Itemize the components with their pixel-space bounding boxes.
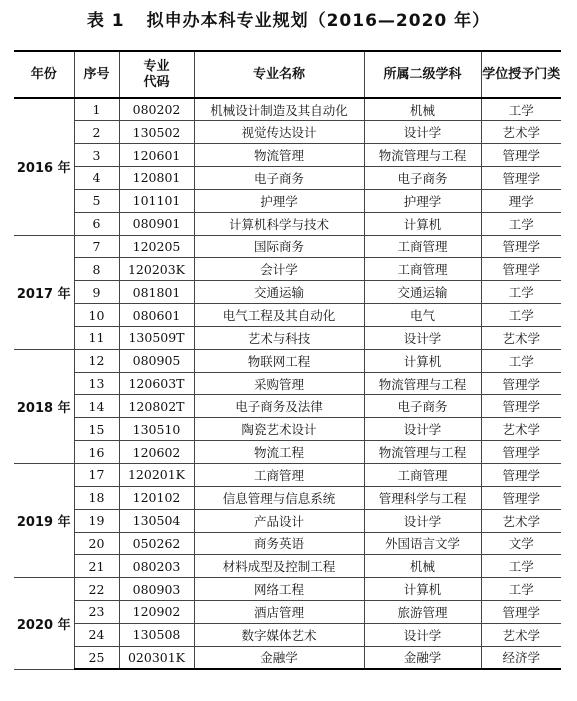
cell-degree: 艺术学 bbox=[481, 418, 561, 441]
cell-seq: 2 bbox=[74, 121, 119, 144]
table-row bbox=[14, 464, 561, 487]
table-row bbox=[14, 258, 561, 281]
cell-seq: 3 bbox=[74, 144, 119, 167]
cell-seq: 21 bbox=[74, 555, 119, 578]
cell-code: 020301K bbox=[119, 646, 194, 669]
cell-name: 陶瓷艺术设计 bbox=[194, 418, 364, 441]
table-row bbox=[14, 601, 561, 624]
cell-name: 工商管理 bbox=[194, 464, 364, 487]
cell-code: 080901 bbox=[119, 212, 194, 235]
cell-name: 商务英语 bbox=[194, 532, 364, 555]
cell-name: 采购管理 bbox=[194, 372, 364, 395]
cell-name: 电子商务及法律 bbox=[194, 395, 364, 418]
cell-code: 130502 bbox=[119, 121, 194, 144]
cell-name: 物流管理 bbox=[194, 144, 364, 167]
header-code-line1: 专业 bbox=[143, 58, 170, 74]
table-row bbox=[14, 486, 561, 509]
cell-name: 会计学 bbox=[194, 258, 364, 281]
table-row bbox=[14, 441, 561, 464]
cell-seq: 20 bbox=[74, 532, 119, 555]
table-row bbox=[14, 578, 561, 601]
header-degree: 学位授予门类 bbox=[481, 51, 561, 98]
header-year: 年份 bbox=[14, 51, 74, 98]
cell-name: 金融学 bbox=[194, 646, 364, 669]
table-row bbox=[14, 623, 561, 646]
cell-discipline: 工商管理 bbox=[364, 235, 481, 258]
cell-degree: 管理学 bbox=[481, 464, 561, 487]
header-row bbox=[14, 51, 561, 98]
cell-seq: 15 bbox=[74, 418, 119, 441]
cell-degree: 工学 bbox=[481, 304, 561, 327]
cell-code: 120203K bbox=[119, 258, 194, 281]
cell-degree: 管理学 bbox=[481, 441, 561, 464]
cell-degree: 管理学 bbox=[481, 144, 561, 167]
cell-code: 080903 bbox=[119, 578, 194, 601]
cell-code: 130504 bbox=[119, 509, 194, 532]
cell-degree: 管理学 bbox=[481, 235, 561, 258]
cell-year: 2018 年 bbox=[14, 349, 74, 463]
cell-discipline: 物流管理与工程 bbox=[364, 441, 481, 464]
cell-code: 130509T bbox=[119, 326, 194, 349]
cell-seq: 19 bbox=[74, 509, 119, 532]
table-row bbox=[14, 144, 561, 167]
cell-code: 120601 bbox=[119, 144, 194, 167]
cell-discipline: 机械 bbox=[364, 555, 481, 578]
cell-name: 酒店管理 bbox=[194, 601, 364, 624]
cell-seq: 14 bbox=[74, 395, 119, 418]
cell-code: 120102 bbox=[119, 486, 194, 509]
table-row bbox=[14, 212, 561, 235]
cell-discipline: 电气 bbox=[364, 304, 481, 327]
cell-discipline: 工商管理 bbox=[364, 464, 481, 487]
cell-degree: 理学 bbox=[481, 189, 561, 212]
cell-discipline: 设计学 bbox=[364, 326, 481, 349]
cell-name: 电子商务 bbox=[194, 167, 364, 190]
table-row bbox=[14, 167, 561, 190]
cell-discipline: 计算机 bbox=[364, 578, 481, 601]
cell-seq: 16 bbox=[74, 441, 119, 464]
cell-degree: 工学 bbox=[481, 578, 561, 601]
cell-seq: 25 bbox=[74, 646, 119, 669]
cell-degree: 经济学 bbox=[481, 646, 561, 669]
cell-name: 网络工程 bbox=[194, 578, 364, 601]
cell-seq: 1 bbox=[74, 98, 119, 121]
cell-discipline: 旅游管理 bbox=[364, 601, 481, 624]
cell-seq: 10 bbox=[74, 304, 119, 327]
cell-discipline: 护理学 bbox=[364, 189, 481, 212]
major-plan-table bbox=[14, 50, 561, 670]
cell-seq: 17 bbox=[74, 464, 119, 487]
table-row bbox=[14, 372, 561, 395]
cell-degree: 管理学 bbox=[481, 372, 561, 395]
cell-code: 130510 bbox=[119, 418, 194, 441]
cell-name: 物联网工程 bbox=[194, 349, 364, 372]
cell-year: 2017 年 bbox=[14, 235, 74, 349]
cell-code: 120603T bbox=[119, 372, 194, 395]
cell-seq: 7 bbox=[74, 235, 119, 258]
cell-degree: 工学 bbox=[481, 212, 561, 235]
table-row bbox=[14, 646, 561, 669]
table-row bbox=[14, 395, 561, 418]
header-code bbox=[119, 51, 194, 98]
cell-code: 080202 bbox=[119, 98, 194, 121]
cell-seq: 6 bbox=[74, 212, 119, 235]
cell-discipline: 管理科学与工程 bbox=[364, 486, 481, 509]
cell-name: 产品设计 bbox=[194, 509, 364, 532]
cell-degree: 艺术学 bbox=[481, 121, 561, 144]
cell-seq: 24 bbox=[74, 623, 119, 646]
cell-degree: 工学 bbox=[481, 555, 561, 578]
cell-name: 机械设计制造及其自动化 bbox=[194, 98, 364, 121]
cell-discipline: 外国语言文学 bbox=[364, 532, 481, 555]
table-row bbox=[14, 235, 561, 258]
cell-discipline: 电子商务 bbox=[364, 395, 481, 418]
table-row bbox=[14, 98, 561, 121]
table-row bbox=[14, 418, 561, 441]
cell-code: 130508 bbox=[119, 623, 194, 646]
cell-code: 081801 bbox=[119, 281, 194, 304]
cell-code: 120205 bbox=[119, 235, 194, 258]
cell-degree: 工学 bbox=[481, 349, 561, 372]
table-row bbox=[14, 189, 561, 212]
cell-name: 电气工程及其自动化 bbox=[194, 304, 364, 327]
cell-code: 101101 bbox=[119, 189, 194, 212]
cell-discipline: 交通运输 bbox=[364, 281, 481, 304]
table-row bbox=[14, 281, 561, 304]
table-row bbox=[14, 304, 561, 327]
cell-code: 080203 bbox=[119, 555, 194, 578]
cell-discipline: 电子商务 bbox=[364, 167, 481, 190]
header-seq: 序号 bbox=[74, 51, 119, 98]
cell-discipline: 计算机 bbox=[364, 349, 481, 372]
header-discipline: 所属二级学科 bbox=[364, 51, 481, 98]
table-row bbox=[14, 121, 561, 144]
cell-degree: 管理学 bbox=[481, 395, 561, 418]
cell-discipline: 物流管理与工程 bbox=[364, 144, 481, 167]
cell-code: 120902 bbox=[119, 601, 194, 624]
cell-name: 材料成型及控制工程 bbox=[194, 555, 364, 578]
table-row bbox=[14, 509, 561, 532]
cell-code: 120802T bbox=[119, 395, 194, 418]
cell-degree: 管理学 bbox=[481, 258, 561, 281]
cell-discipline: 计算机 bbox=[364, 212, 481, 235]
cell-code: 120201K bbox=[119, 464, 194, 487]
table-row bbox=[14, 532, 561, 555]
cell-degree: 工学 bbox=[481, 281, 561, 304]
table-caption: 拟申办本科专业规划（2016—2020 年） bbox=[146, 11, 491, 31]
cell-discipline: 金融学 bbox=[364, 646, 481, 669]
cell-code: 080601 bbox=[119, 304, 194, 327]
cell-year: 2016 年 bbox=[14, 98, 74, 235]
cell-discipline: 物流管理与工程 bbox=[364, 372, 481, 395]
cell-seq: 13 bbox=[74, 372, 119, 395]
table-row bbox=[14, 326, 561, 349]
cell-seq: 23 bbox=[74, 601, 119, 624]
cell-code: 080905 bbox=[119, 349, 194, 372]
cell-degree: 管理学 bbox=[481, 601, 561, 624]
cell-seq: 12 bbox=[74, 349, 119, 372]
cell-degree: 文学 bbox=[481, 532, 561, 555]
cell-name: 物流工程 bbox=[194, 441, 364, 464]
header-name: 专业名称 bbox=[194, 51, 364, 98]
cell-discipline: 设计学 bbox=[364, 509, 481, 532]
cell-degree: 艺术学 bbox=[481, 509, 561, 532]
table-row bbox=[14, 555, 561, 578]
cell-code: 050262 bbox=[119, 532, 194, 555]
table-row bbox=[14, 349, 561, 372]
cell-seq: 9 bbox=[74, 281, 119, 304]
cell-name: 数字媒体艺术 bbox=[194, 623, 364, 646]
cell-degree: 管理学 bbox=[481, 486, 561, 509]
cell-seq: 11 bbox=[74, 326, 119, 349]
cell-discipline: 设计学 bbox=[364, 418, 481, 441]
cell-degree: 管理学 bbox=[481, 167, 561, 190]
cell-name: 视觉传达设计 bbox=[194, 121, 364, 144]
cell-name: 护理学 bbox=[194, 189, 364, 212]
cell-name: 交通运输 bbox=[194, 281, 364, 304]
cell-discipline: 工商管理 bbox=[364, 258, 481, 281]
cell-seq: 22 bbox=[74, 578, 119, 601]
cell-name: 国际商务 bbox=[194, 235, 364, 258]
table-number: 表 1 bbox=[86, 11, 125, 31]
cell-year: 2020 年 bbox=[14, 578, 74, 669]
cell-year: 2019 年 bbox=[14, 464, 74, 578]
table-title bbox=[0, 6, 577, 31]
cell-seq: 5 bbox=[74, 189, 119, 212]
table-body bbox=[14, 98, 561, 669]
cell-name: 计算机科学与技术 bbox=[194, 212, 364, 235]
cell-degree: 工学 bbox=[481, 98, 561, 121]
cell-code: 120602 bbox=[119, 441, 194, 464]
cell-seq: 4 bbox=[74, 167, 119, 190]
cell-discipline: 设计学 bbox=[364, 121, 481, 144]
cell-degree: 艺术学 bbox=[481, 326, 561, 349]
cell-degree: 艺术学 bbox=[481, 623, 561, 646]
cell-name: 艺术与科技 bbox=[194, 326, 364, 349]
cell-name: 信息管理与信息系统 bbox=[194, 486, 364, 509]
cell-seq: 18 bbox=[74, 486, 119, 509]
cell-code: 120801 bbox=[119, 167, 194, 190]
cell-seq: 8 bbox=[74, 258, 119, 281]
header-code-line2: 代码 bbox=[143, 74, 170, 90]
cell-discipline: 设计学 bbox=[364, 623, 481, 646]
cell-discipline: 机械 bbox=[364, 98, 481, 121]
